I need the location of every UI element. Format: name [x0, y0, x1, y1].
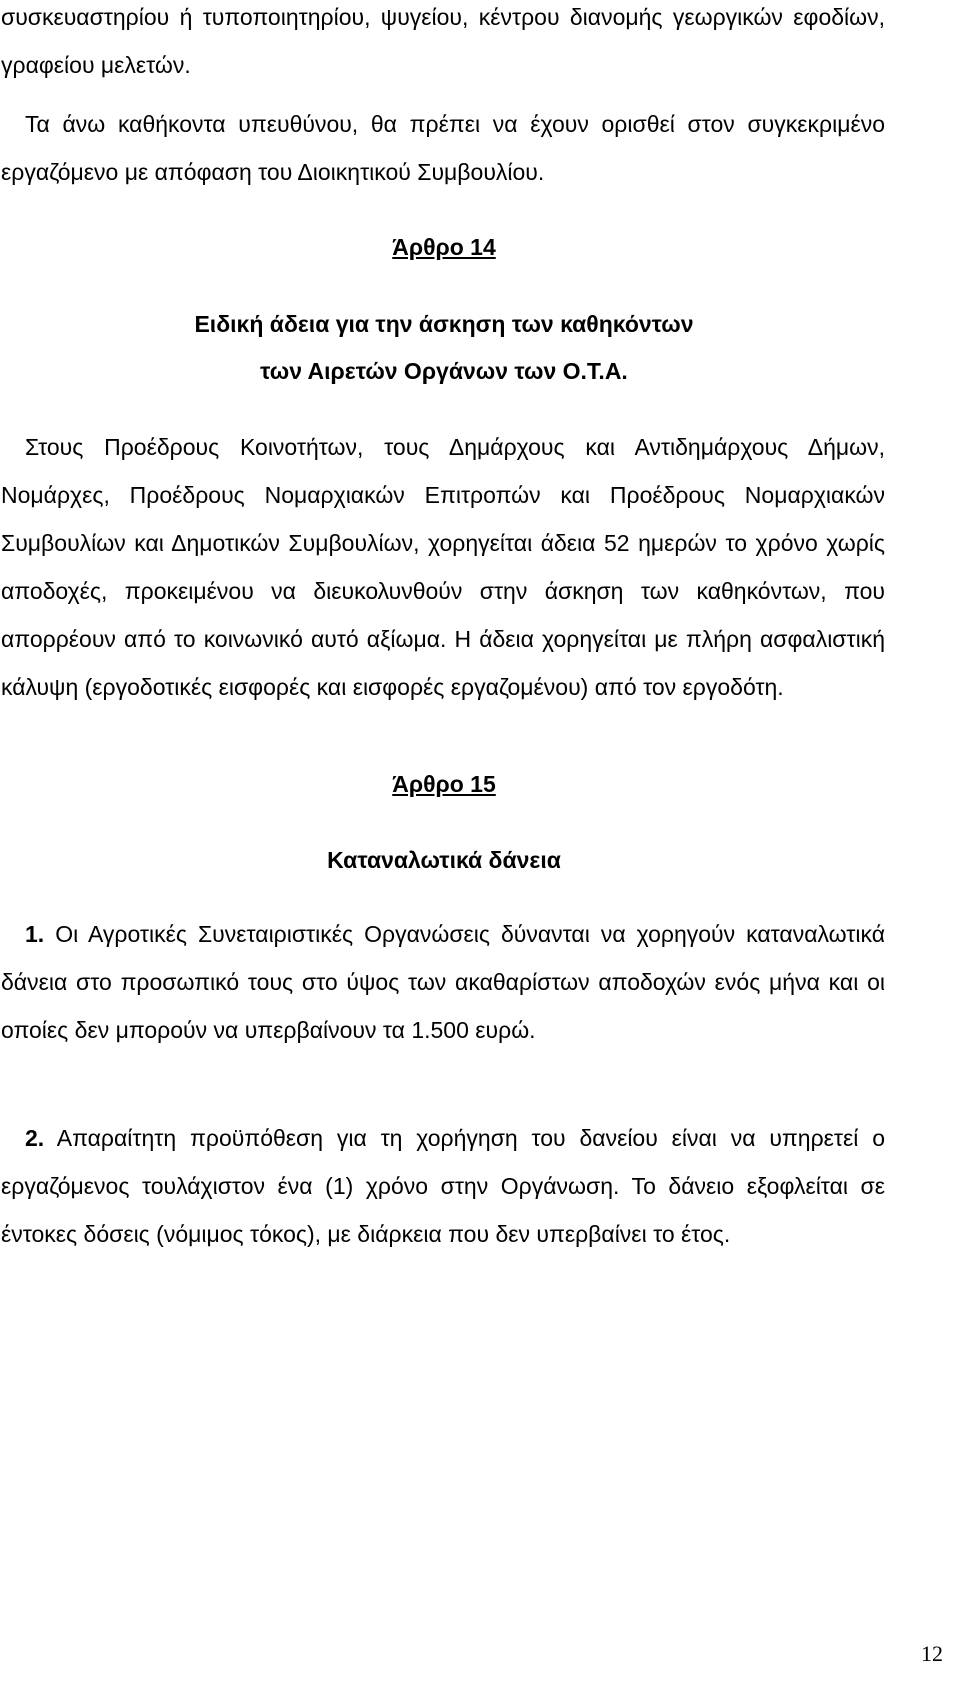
- article-14-heading: Άρθρο 14: [392, 234, 496, 260]
- article-15-item-1: [1, 910, 885, 1054]
- article-15-item-2-paragraph: [1, 1114, 885, 1258]
- intro-text-2: Τα άνω καθήκοντα υπευθύνου, θα πρέπει να έχουν ορισθεί στον συγκεκριμένο εργαζόμενο με απόφαση του Διοικητικού Συμβουλίου.: [1, 111, 885, 185]
- item-2-text: Απαραίτητη προϋπόθεση για τη χορήγηση του δανείου είναι να υπηρετεί ο εργαζόμενος τουλάχιστον ένα (1) χρόνο στην Οργάνωση. Το δάνειο εξοφλείται σε έντοκες δόσεις (νόμιμος τόκος), με διάρκεια που δεν υπερβαίνει το έτος.: [1, 1125, 885, 1247]
- article-14-body-text: Στους Προέδρους Κοινοτήτων, τους Δημάρχους και Αντιδημάρχους Δήμων, Νομάρχες, Προέδρους Νομαρχιακών Επιτροπών και Προέδρους Νομαρχιακών Συμβουλίων και Δημοτικών Συμβουλίων, χορηγείται άδεια 52 ημερών το χρόνο χωρίς αποδοχές, προκειμένου να διευκολυνθούν στην άσκηση των καθηκόντων, που απορρέουν από το κοινωνικό αυτό αξίωμα. Η άδεια χορηγείται με πλήρη ασφαλιστική κάλυψη (εργοδοτικές εισφορές και εισφορές εργαζομένου) από τον εργοδότη.: [1, 434, 885, 700]
- article-15-item-1-paragraph: [1, 910, 885, 1054]
- article-15-item-2: [1, 1114, 885, 1258]
- item-2-number: 2.: [25, 1125, 45, 1151]
- intro-text-1: συσκευαστηρίου ή τυποποιητηρίου, ψυγείου, κέντρου διανομής γεωργικών εφοδίων, γραφείου μελετών.: [1, 4, 885, 78]
- article-15-heading: Άρθρο 15: [392, 771, 496, 797]
- intro-paragraph-2: [1, 100, 885, 196]
- intro-paragraph-1: [1, 0, 885, 89]
- item-1-text: Οι Αγροτικές Συνεταιριστικές Οργανώσεις δύνανται να χορηγούν καταναλωτικά δάνεια στο προσωπικό τους στο ύψος των ακαθαρίστων αποδοχών ενός μήνα και οι οποίες δεν μπορούν να υπερβαίνουν τα 1.500 ευρώ.: [1, 921, 885, 1043]
- article-14-title-line-2: των Αιρετών Οργάνων των Ο.Τ.Α.: [260, 358, 628, 384]
- page-number: 12: [921, 1641, 943, 1666]
- article-15-title: Καταναλωτικά δάνεια: [327, 847, 561, 873]
- article-14-title-line-1: Ειδική άδεια για την άσκηση των καθηκόντων: [194, 311, 694, 337]
- item-1-number: 1.: [25, 921, 45, 947]
- article-14-body: [1, 423, 885, 711]
